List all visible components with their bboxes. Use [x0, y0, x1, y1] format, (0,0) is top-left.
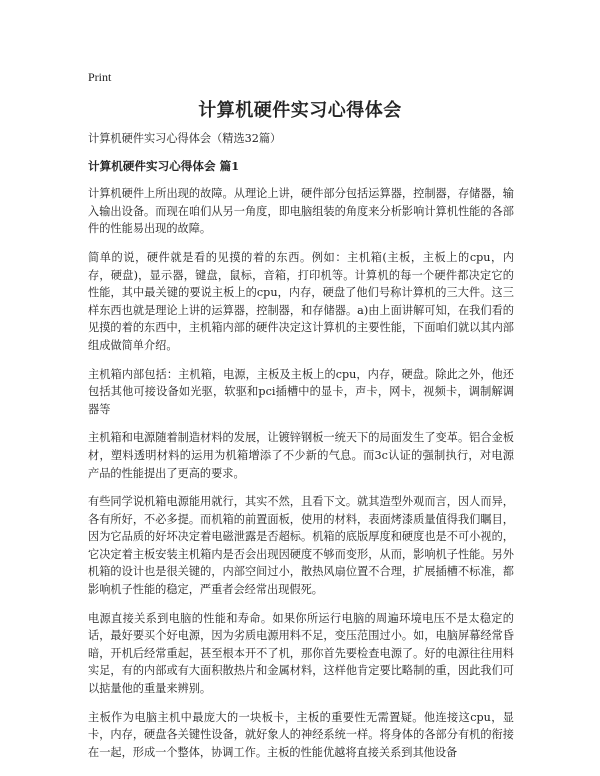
paragraph: 主机箱和电源随着制造材料的发展，让镀锌钢板一统天下的局面发生了变革。铝合金板材，塑料透明材料的运用为机箱增添了不少新的气息。而3c认证的强制执行，对电源产品的性能提出了更高的要求。: [88, 431, 514, 480]
document-body: [88, 130, 514, 772]
page-title: 计算机硬件实习心得体会: [198, 100, 402, 121]
paragraph: 计算机硬件上所出现的故障。从理论上讲，硬件部分包括运算器，控制器，存储器，输入输出设备。而现在咱们从另一角度，即电脑组装的角度来分析影响计算机性能的各部件的性能易出现的故障。: [88, 187, 514, 236]
paragraph: 电源直接关系到电脑的性能和寿命。如果你所运行电脑的周遍环境电压不是太稳定的话，最好要买个好电源，因为劣质电源用料不足，变压范围过小。如，电脑屏幕经常昏暗，开机后经常重起，甚至根本开不了机，那你首先要检查电源了。好的电源往往用料实足，有的内部或有大面积散热片和金属材料，这样他肯定要比略制的重，因此我们可以掂量他的重量来辨别。: [88, 611, 514, 696]
document-subtitle: 计算机硬件实习心得体会（精选32篇）: [88, 132, 282, 145]
print-link[interactable]: Print: [88, 70, 112, 84]
paragraph: 主板作为电脑主机中最庞大的一块板卡，主板的重要性无需置疑。他连接这cpu，显卡，内存，硬盘各关键性设备，就好象人的神经系统一样。将身体的各部分有机的衔接在一起，形成一个整体，协调工作。主板的性能优越将直接关系到其他设备: [88, 710, 514, 759]
paragraph: 简单的说，硬件就是看的见摸的着的东西。例如：主机箱(主板，主板上的cpu，内存，硬盘)，显示器，键盘，鼠标，音箱，打印机等。计算机的每一个硬件都决定它的性能，其中最关键的要说主板上的cpu，内存，硬盘了他们号称计算机的三大件。这三样东西也就是理论上讲的运算器，控制器，和存储器。a)由上面讲解可知，在我们看的见摸的着的东西中，主机箱内部的硬件决定这计算机的主要性能，下面咱们就以其内部组成做简单介绍。: [88, 250, 514, 352]
paragraph: 主机箱内部包括：主机箱，电源，主板及主板上的cpu，内存，硬盘。除此之外，他还包括其他可接设备如光驱，软驱和pci插槽中的显卡，声卡，网卡，视频卡，调制解调器等: [88, 367, 514, 416]
section-heading: 计算机硬件实习心得体会 篇1: [88, 158, 240, 173]
paragraph: 有些同学说机箱电源能用就行，其实不然，且看下文。就其造型外观而言，因人而异，各有所好，不必多提。而机箱的前置面板，使用的材料，表面烤漆质量值得我们瞩目，因为它品质的好坏决定着电磁泄露是否超标。机箱的底版厚度和硬度也是不可小视的，它决定着主板安装主机箱内是否会出现因硬度不够而变形，从而，影响机子性能。另外机箱的设计也是很关键的，内部空间过小，散热风扇位置不合理，扩展插槽不标准，都影响机子性能的稳定，严重者会经常出现假死。: [88, 495, 514, 597]
